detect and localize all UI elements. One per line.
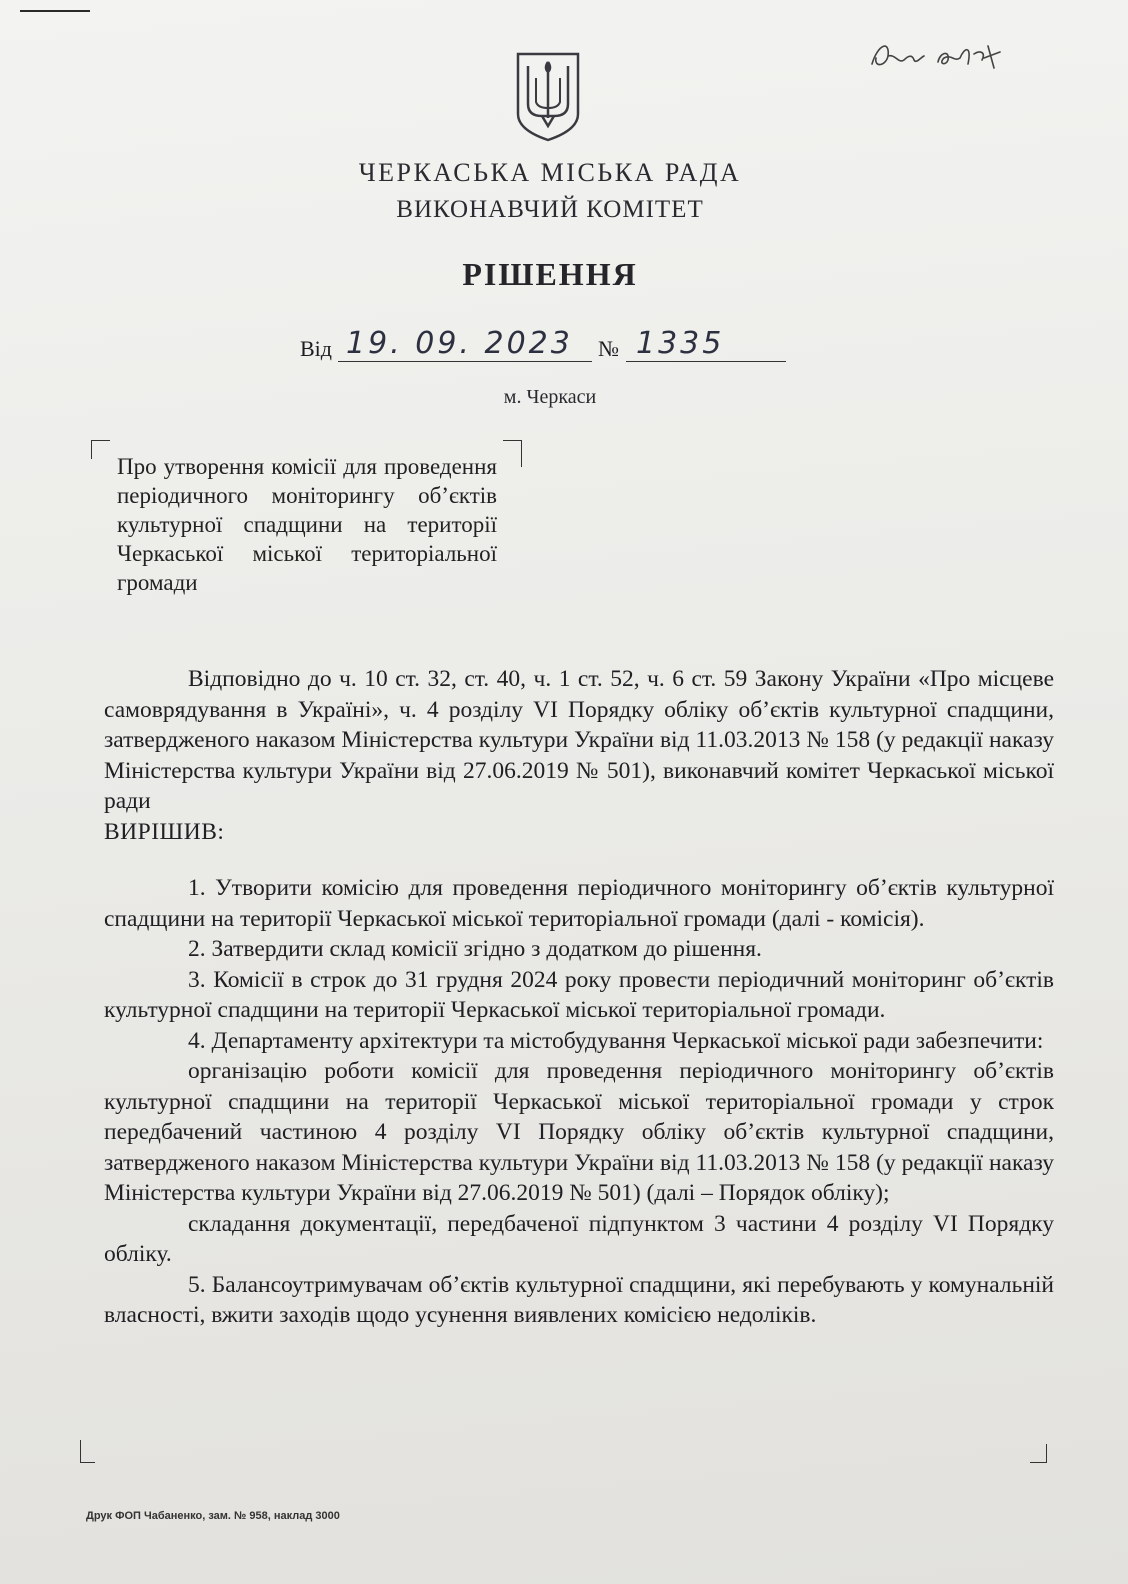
body-corner-bottom-right bbox=[1030, 1444, 1047, 1463]
date-number-line bbox=[300, 328, 800, 368]
body-corner-bottom-left bbox=[80, 1440, 95, 1463]
city-name: м. Черкаси bbox=[503, 386, 597, 408]
trident-coat-of-arms-icon bbox=[514, 50, 582, 142]
number-underline bbox=[626, 361, 786, 362]
subject-corner-top-right bbox=[503, 440, 522, 467]
committee-name: ВИКОНАВЧИЙ КОМІТЕТ bbox=[396, 196, 704, 223]
council-name: ЧЕРКАСЬКА МІСЬКА РАДА bbox=[358, 158, 742, 187]
print-imprint: Друк ФОП Чабаненко, зам. № 958, наклад 3000 bbox=[86, 1510, 340, 1522]
item-4-subitem-documentation: складання документації, передбаченої підпунктом 3 частини 4 розділу VI Порядку обліку. bbox=[104, 1210, 1054, 1267]
handwritten-note bbox=[868, 34, 1018, 74]
date-label: Від bbox=[300, 336, 332, 361]
item-4-subitem-organization: організацію роботи комісії для проведення періодичного моніторингу об’єктів культурної спадщини на території Черкаської міської територіальної громади у строк передбачений частиною 4 розділу VI Порядку обліку об’єктів культурної спадщини, затвердженого наказом Міністерства культури України від 11.03.2013 № 158 (у редакції наказу Міністерства культури України від 27.06.2019 № 501) (далі – Порядок обліку); bbox=[104, 1058, 1054, 1206]
decision-subject: Про утворення комісії для проведення періодичного моніторингу об’єктів культурної спадщини на території Черкаської міської територіальної громади bbox=[117, 454, 497, 595]
item-4: 4. Департаменту архітектури та містобудування Черкаської міської ради забезпечити: bbox=[188, 1027, 1044, 1054]
decision-body bbox=[104, 664, 1054, 1331]
date-underline bbox=[338, 361, 592, 362]
document-title: РІШЕННЯ bbox=[462, 256, 638, 292]
item-1: 1. Утворити комісію для проведення періодичного моніторингу об’єктів культурної спадщини на території Черкаської міської територіальної громади (далі - комісія). bbox=[104, 875, 1054, 932]
subject-corner-top-left bbox=[91, 440, 110, 459]
spacer bbox=[104, 847, 1054, 873]
decision-number: 1335 bbox=[636, 326, 725, 361]
number-label: № bbox=[598, 336, 619, 361]
verdict-heading: ВИРІШИВ: bbox=[104, 818, 225, 845]
item-2: 2. Затвердити склад комісії згідно з додатком до рішення. bbox=[188, 936, 762, 962]
decision-date: 19. 09. 2023 bbox=[346, 326, 573, 361]
item-3: 3. Комісії в строк до 31 грудня 2024 року провести періодичний моніторинг об’єктів культурної спадщини на території Черкаської міської територіальної громади. bbox=[104, 966, 1054, 1023]
top-edge-mark bbox=[20, 10, 90, 12]
preamble-paragraph: Відповідно до ч. 10 ст. 32, ст. 40, ч. 1 ст. 52, ч. 6 ст. 59 Закону України «Про місцеве самоврядування в Україні», ч. 4 розділу VI Порядку обліку об’єктів культурної спадщини, затвердженого наказом Міністерства культури України від 11.03.2013 № 158 (у редакції наказу Міністерства культури України від 27.06.2019 № 501), виконавчий комітет Черкаської міської ради bbox=[104, 666, 1054, 814]
item-5: 5. Балансоутримувачам об’єктів культурної спадщини, які перебувають у комунальній власності, вжити заходів щодо усунення виявлених комісією недоліків. bbox=[104, 1271, 1054, 1328]
